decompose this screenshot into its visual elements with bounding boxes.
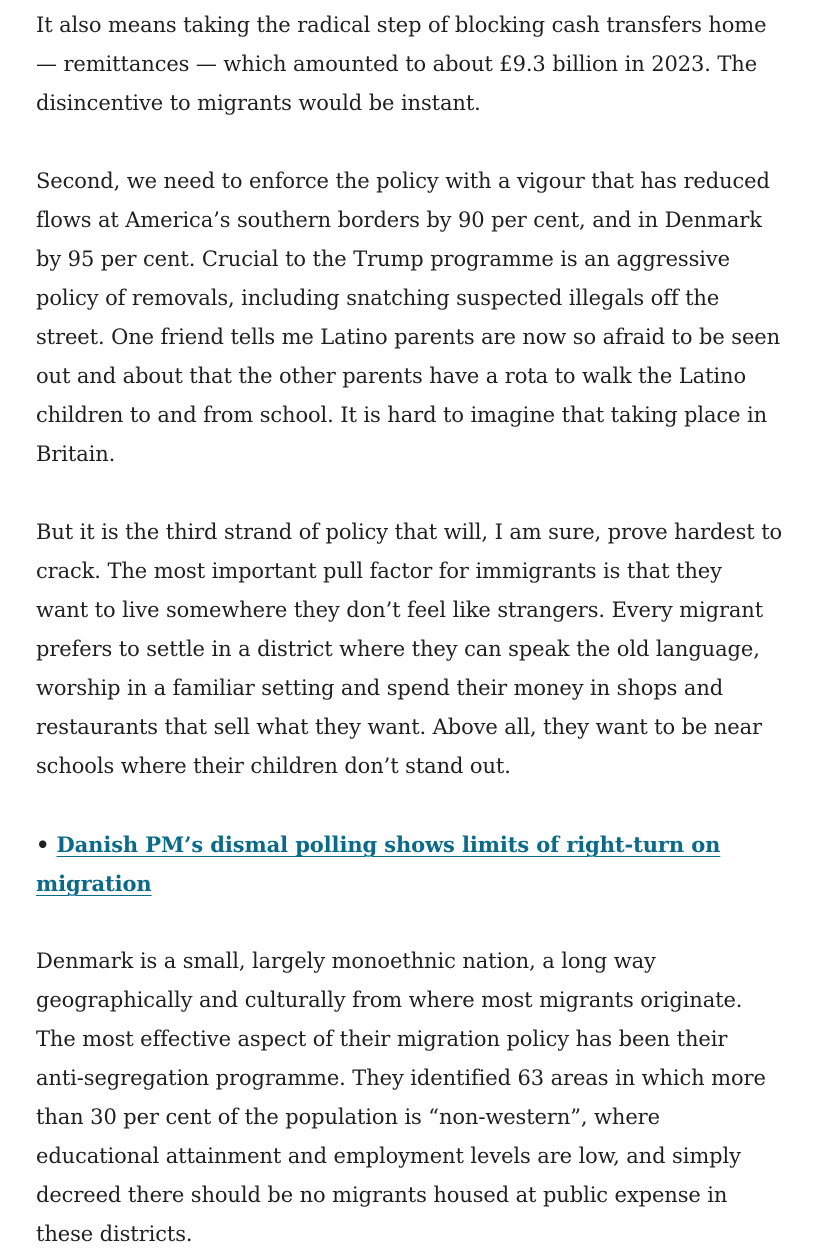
article-paragraph-third-strand: But it is the third strand of policy that will, I am sure, prove hardest to crack. The most important pull factor for immigrants is that they want to live somewhere they don’t feel like strangers. Every migrant prefers to settle in a district where they can speak the old language, worship in a familiar setting and spend their money in shops and restaurants that sell what they want. Above all, they want to be near schools where their children don’t stand out. bbox=[36, 520, 783, 778]
article-body bbox=[36, 6, 796, 1254]
related-article-link[interactable]: Danish PM’s dismal polling shows limits of right-turn on migration bbox=[36, 832, 721, 896]
bullet-icon: • bbox=[36, 832, 50, 857]
article-paragraph-enforcement: Second, we need to enforce the policy with a vigour that has reduced flows at America’s southern borders by 90 per cent, and in Denmark by 95 per cent. Crucial to the Trump programme is an aggressive policy of removals, including snatching suspected illegals off the street. One friend tells me Latino parents are now so afraid to be seen out and about that the other parents have a rota to walk the Latino children to and from school. It is hard to imagine that taking place in Britain. bbox=[36, 169, 781, 466]
related-article-link-row bbox=[36, 825, 796, 903]
article-paragraph-denmark: Denmark is a small, largely monoethnic nation, a long way geographically and culturally from where most migrants originate. The most effective aspect of their migration policy has been their anti-segregation programme. They identified 63 areas in which more than 30 per cent of the population is “non-western”, where educational attainment and employment levels are low, and simply decreed there should be no migrants housed at public expense in these districts. bbox=[36, 949, 766, 1246]
article-paragraph-remittances: It also means taking the radical step of blocking cash transfers home — remittances — which amounted to about £9.3 billion in 2023. The disincentive to migrants would be instant. bbox=[36, 13, 767, 115]
